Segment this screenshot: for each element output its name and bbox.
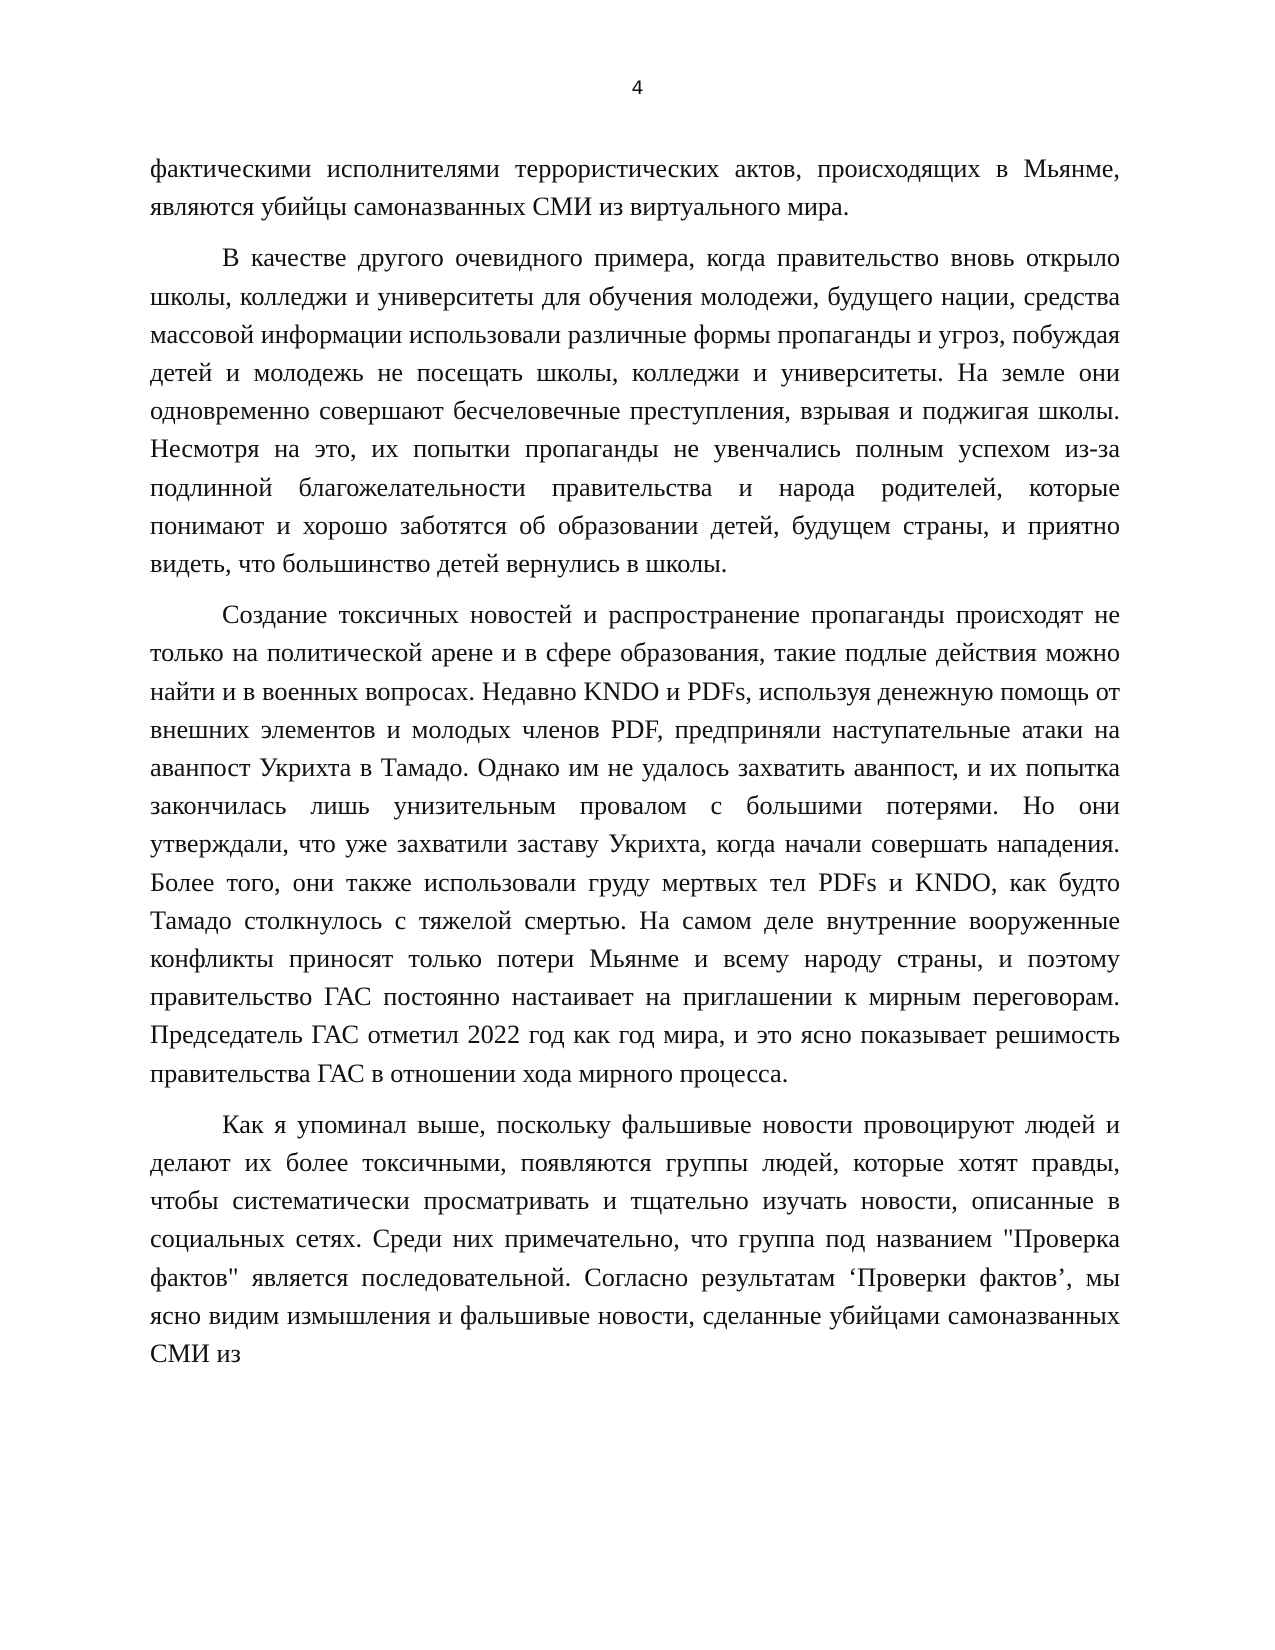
paragraph-1: фактическими исполнителями террористических актов, происходящих в Мьянме, являются убийцы самоназванных СМИ из виртуального мира. <box>150 154 1120 222</box>
document-body <box>150 150 1120 1386</box>
page-number: 4 <box>631 77 644 99</box>
paragraph-3: Создание токсичных новостей и распространение пропаганды происходят не только на политической арене и в сфере образования, такие подлые действия можно найти и в военных вопросах. Недавно KNDO и PDFs, используя денежную помощь от внешних элементов и молодых членов PDF, предприняли наступательные атаки на аванпост Укрихта в Тамадо. Однако им не удалось захватить аванпост, и их попытка закончилась лишь унизительным провалом с большими потерями. Но они утверждали, что уже захватили заставу Укрихта, когда начали совершать нападения. Более того, они также использовали груду мертвых тел PDFs и KNDO, как будто Тамадо столкнулось с тяжелой смертью. На самом деле внутренние вооруженные конфликты приносят только потери Мьянме и всему народу страны, и поэтому правительство ГАС постоянно настаивает на приглашении к мирным переговорам. Председатель ГАС отметил 2022 год как год мира, и это ясно показывает решимость правительства ГАС в отношении хода мирного процесса. <box>150 600 1120 1088</box>
paragraph-4: Как я упоминал выше, поскольку фальшивые новости провоцируют людей и делают их более токсичными, появляются группы людей, которые хотят правды, чтобы систематически просматривать и тщательно изучать новости, описанные в социальных сетях. Среди них примечательно, что группа под названием "Проверка фактов" является последовательной. Согласно результатам ‘Проверки фактов’, мы ясно видим измышления и фальшивые новости, сделанные убийцами самоназванных СМИ из <box>150 1109 1120 1369</box>
paragraph-2: В качестве другого очевидного примера, когда правительство вновь открыло школы, колледжи и университеты для обучения молодежи, будущего нации, средства массовой информации использовали различные формы пропаганды и угроз, побуждая детей и молодежь не посещать школы, колледжи и университеты. На земле они одновременно совершают бесчеловечные преступления, взрывая и поджигая школы. Несмотря на это, их попытки пропаганды не увенчались полным успехом из-за подлинной благожелательности правительства и народа родителей, которые понимают и хорошо заботятся об образовании детей, будущем страны, и приятно видеть, что большинство детей вернулись в школы. <box>150 243 1120 579</box>
